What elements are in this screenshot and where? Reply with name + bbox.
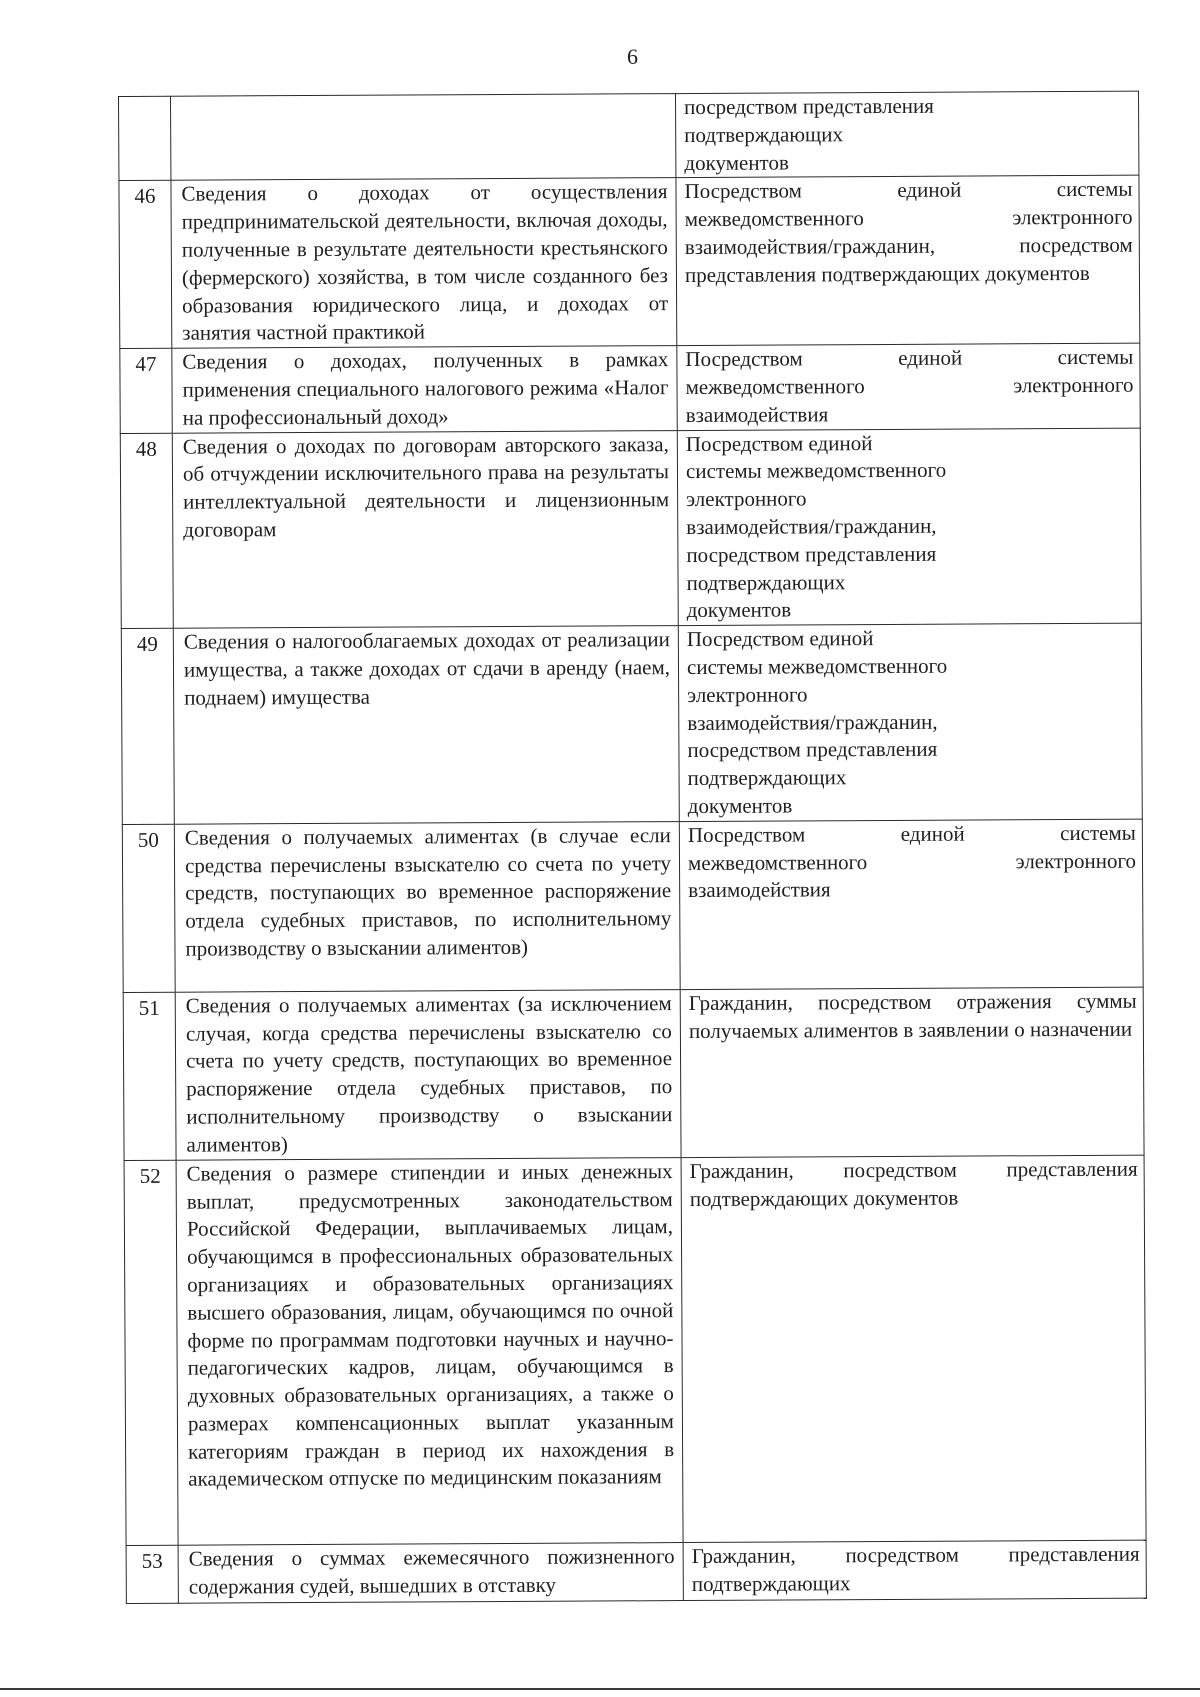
table-row [119,91,1139,181]
table-row [119,176,1140,349]
row-method [678,623,1142,821]
row-method-line: документов [686,597,792,623]
row-method-line: посредством представления [686,541,937,567]
table-row [123,987,1144,1160]
row-method-line: посредством представления [684,93,934,120]
row-method-line: подтверждающих [687,765,847,791]
table-row [126,1540,1146,1603]
row-description: Сведения о суммах ежемесячного пожизненного содержания судей, вышедших в отставку [178,1542,683,1603]
row-description: Сведения о размере стипендии и иных денежных выплат, предусмотренных законодательством Российской Федерации, выплачиваемых лицам, обучающимся в профессиональных образовательных организациях и образовательных организациях высшего образования, лицам, обучающимся по очной форме по программам подготовки научных и научно-педагогических кадров, лицам, обучающимся в духовных образовательных организациях, а также о размерах компенсационных выплат указанным категориям граждан в период их нахождения в академическом отпуске по медицинским показаниям [176,1157,683,1545]
row-method: Гражданин, посредством представления подтверждающих документов [681,1155,1146,1542]
row-number [119,96,171,181]
row-description: Сведения о получаемых алиментах (за исключением случая, когда средства перечислены взыскателю со счета по учету средств, поступающих во временное распоряжение отдела судебных приставов, по исполнительному производству о взыскании алиментов) [175,989,681,1160]
row-description [171,94,676,181]
row-number: 48 [120,433,173,629]
document-table [118,91,1147,1604]
row-method: Посредством единой системы межведомственного электронного взаимодействия [677,343,1140,430]
row-description: Сведения о доходах, полученных в рамках применения специального налогового режима «Налог на профессиональный доход» [172,346,677,433]
row-number: 51 [123,992,176,1160]
page-number: 6 [627,44,638,69]
row-method: Гражданин, посредством представления подтверждающих [683,1540,1146,1600]
row-method [677,428,1141,626]
row-method-line: документов [684,150,789,175]
row-method-line: Посредством единой [686,626,874,652]
row-method-line: документов [687,793,793,818]
table-row [122,819,1143,992]
row-method: Посредством единой системы межведомственного электронного взаимодействия [679,819,1143,989]
row-number: 47 [120,348,172,433]
row-number: 46 [119,181,172,349]
row-method-line: системы межведомственного [685,458,947,484]
row-method-line: взаимодействия/гражданин, [687,709,938,735]
row-method-line: электронного [687,682,808,707]
row-description: Сведения о доходах по договорам авторского заказа, об отчуждении исключительного права на результаты интеллектуальной деятельности и лицензионным договорам [172,430,678,628]
row-number: 50 [122,824,175,992]
table-row [120,428,1141,629]
row-method: Гражданин, посредством отражения суммы получаемых алиментов в заявлении о назначении [680,987,1144,1157]
row-number: 49 [121,628,174,824]
row-method-line: электронного [686,486,807,512]
row-method-line: Посредством единой [685,430,873,456]
row-method: Посредством единой системы межведомственного электронного взаимодействия/гражданин, посредством представления подтверждающих документов [676,176,1140,346]
table-row [121,623,1142,824]
row-method [675,91,1138,178]
row-method-line: подтверждающих [684,122,844,147]
row-method-line: подтверждающих [686,569,846,595]
row-description: Сведения о налогооблагаемых доходах от реализации имущества, а также доходах от сдачи в аренду (наем, поднаем) имущества [173,626,679,824]
row-method-line: системы межведомственного [686,653,948,679]
row-description: Сведения о получаемых алиментах (в случае если средства перечислены взыскателю со счета по учету средств, поступающих во временное распоряжение отдела судебных приставов, по исполнительному производству о взыскании алиментов) [174,821,680,992]
scan-edge-line [0,1688,1200,1690]
row-method-line: взаимодействия/гражданин, [686,513,937,539]
row-number: 53 [126,1545,178,1603]
table-row [124,1155,1146,1545]
table-row [120,343,1140,433]
row-description: Сведения о доходах от осуществления предпринимательской деятельности, включая доходы, полученные в результате деятельности крестьянского (фермерского) хозяйства, в том числе созданного без образования юридического лица, и доходах от занятия частной практикой [171,178,677,348]
row-number: 52 [124,1160,178,1545]
row-method-line: посредством представления [687,737,938,763]
